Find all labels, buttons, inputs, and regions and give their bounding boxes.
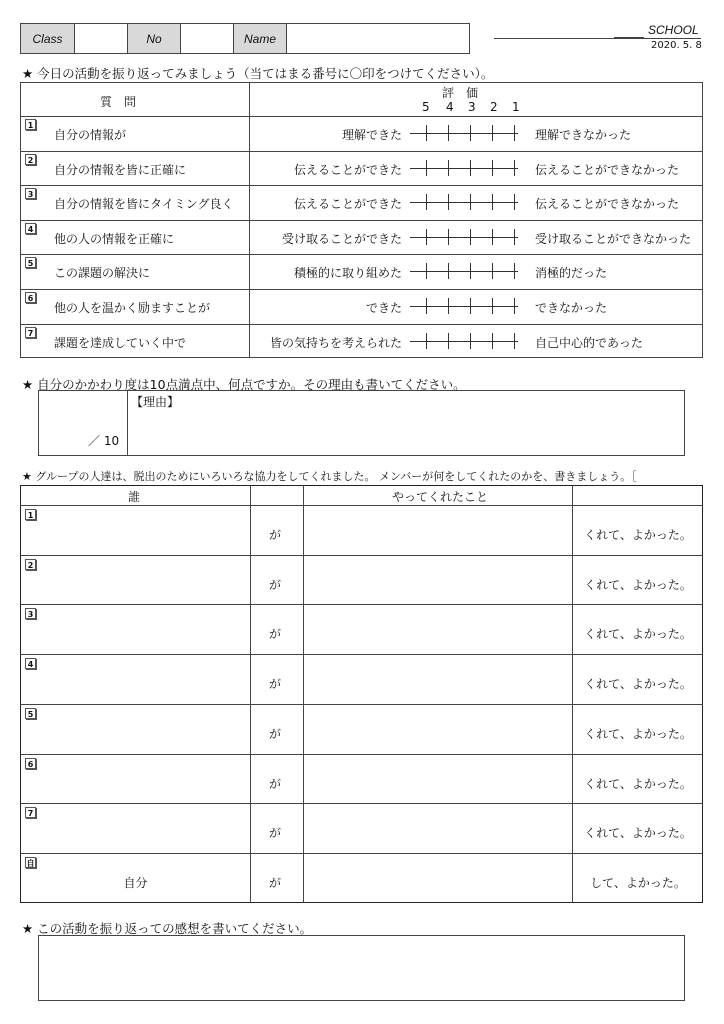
what-they-did-field[interactable] <box>304 655 571 703</box>
eval-row-rule <box>20 289 703 290</box>
rating-tick[interactable] <box>514 298 515 314</box>
rating-tick[interactable] <box>514 194 515 210</box>
rating-tick[interactable] <box>448 298 449 314</box>
col-question-header: 質 問 <box>100 95 137 109</box>
row-number-badge: 2 <box>25 154 36 165</box>
eval-header-rule <box>20 116 703 117</box>
rating-tick[interactable] <box>514 333 515 349</box>
row-number-badge: 5 <box>25 708 36 719</box>
what-they-did-field[interactable] <box>304 804 571 852</box>
positive-label: できた <box>365 301 402 315</box>
ga-particle: が <box>269 776 282 791</box>
eval-row-rule <box>20 220 703 221</box>
rating-tick[interactable] <box>492 160 493 176</box>
row-ending-text: して、よかった。 <box>590 875 686 890</box>
positive-label: 理解できた <box>341 128 402 142</box>
row-ending-text: くれて、よかった。 <box>584 577 692 592</box>
eval-row-rule <box>20 185 703 186</box>
school-label: SCHOOL <box>648 23 699 37</box>
negative-label: 受け取ることができなかった <box>535 231 692 246</box>
score-label: ／ 10 <box>88 434 120 448</box>
name-input[interactable] <box>286 23 470 54</box>
scale-number: 2 <box>490 100 498 114</box>
header-rule <box>494 38 701 39</box>
rating-tick[interactable] <box>426 160 427 176</box>
what-they-did-field[interactable] <box>304 705 571 753</box>
date: 2020. 5. 8 <box>651 40 702 51</box>
group-col-divider <box>250 485 251 903</box>
negative-label: 伝えることができなかった <box>535 162 680 177</box>
row-number-badge: 7 <box>25 807 36 818</box>
what-they-did-field[interactable] <box>304 755 571 803</box>
ga-particle: が <box>269 677 282 692</box>
section4-title: ★ この活動を振り返っての感想を書いてください。 <box>22 921 313 936</box>
row-ending-text: くれて、よかった。 <box>584 726 692 741</box>
what-they-did-field[interactable] <box>304 556 571 604</box>
scale-number: 4 <box>446 100 454 114</box>
rating-tick[interactable] <box>470 333 471 349</box>
row-ending-text: くれて、よかった。 <box>584 528 692 542</box>
row-number-badge: 2 <box>25 559 36 570</box>
rating-tick[interactable] <box>448 125 449 141</box>
question-text: 他の人を温かく励ますことが <box>54 301 211 315</box>
rating-scale[interactable] <box>410 298 518 314</box>
row-number-badge: 6 <box>25 758 36 769</box>
col-what-header: やってくれたこと <box>392 490 489 504</box>
row-number-badge: 5 <box>25 257 36 268</box>
row-number-badge: 1 <box>25 509 36 520</box>
row-number-badge: 6 <box>25 292 36 303</box>
row-number-badge: 3 <box>25 188 36 199</box>
no-input[interactable] <box>180 23 234 54</box>
question-text: 自分の情報を皆にタイミング良く <box>54 197 234 212</box>
row-number-badge: 1 <box>25 119 36 130</box>
ga-particle: が <box>269 577 282 592</box>
col-who-header: 誰 <box>128 490 141 504</box>
positive-label: 積極的に取り組めた <box>293 266 402 281</box>
rating-scale[interactable] <box>410 160 518 176</box>
rating-tick[interactable] <box>514 160 515 176</box>
rating-tick[interactable] <box>492 298 493 314</box>
ga-particle: が <box>269 726 282 741</box>
rating-tick[interactable] <box>426 229 427 245</box>
rating-tick[interactable] <box>426 125 427 141</box>
impression-box[interactable] <box>38 935 685 1001</box>
rating-tick[interactable] <box>426 333 427 349</box>
rating-tick[interactable] <box>448 333 449 349</box>
rating-scale[interactable] <box>410 194 518 210</box>
section3-title: ★ グループの人達は、脱出のためにいろいろな協力をしてくれました。 メンバーが何をしてくれたのかを、書きましょう。［ <box>22 470 637 483</box>
rating-tick[interactable] <box>514 263 515 279</box>
member-name-field[interactable]: 自分 <box>123 875 148 890</box>
rating-tick[interactable] <box>470 298 471 314</box>
question-text: 自分の情報が <box>54 128 127 142</box>
row-ending-text: くれて、よかった。 <box>584 826 692 841</box>
rating-tick[interactable] <box>448 194 449 210</box>
header-no-label: No <box>127 23 181 54</box>
negative-label: 理解できなかった <box>535 128 632 142</box>
row-number-badge: 7 <box>25 327 36 338</box>
rating-tick[interactable] <box>470 125 471 141</box>
rating-tick[interactable] <box>448 263 449 279</box>
rating-tick[interactable] <box>514 229 515 245</box>
rating-tick[interactable] <box>426 263 427 279</box>
eval-row-rule <box>20 324 703 325</box>
question-text: この課題の解決に <box>54 266 151 281</box>
rating-tick[interactable] <box>492 229 493 245</box>
header-class-label: Class <box>20 23 75 54</box>
header-name-label: Name <box>233 23 287 54</box>
ga-particle: が <box>269 627 282 642</box>
row-number-badge: 3 <box>25 608 36 619</box>
question-text: 自分の情報を皆に正確に <box>54 162 187 177</box>
rating-tick[interactable] <box>470 263 471 279</box>
scale-number: 3 <box>468 100 476 114</box>
row-ending-text: くれて、よかった。 <box>584 677 692 692</box>
rating-tick[interactable] <box>492 333 493 349</box>
rating-tick[interactable] <box>470 194 471 210</box>
eval-row-rule <box>20 254 703 255</box>
row-number-badge: 4 <box>25 658 36 669</box>
rating-tick[interactable] <box>492 263 493 279</box>
rating-tick[interactable] <box>426 194 427 210</box>
row-ending-text: くれて、よかった。 <box>584 627 692 642</box>
rating-tick[interactable] <box>470 160 471 176</box>
rating-scale[interactable] <box>410 263 518 279</box>
ga-particle: が <box>269 875 282 890</box>
ga-particle: が <box>269 528 282 542</box>
rating-scale[interactable] <box>410 229 518 245</box>
rating-tick[interactable] <box>470 229 471 245</box>
scale-number: 5 <box>422 100 430 114</box>
section1-title: ★ 今日の活動を振り返ってみましょう（当てはまる番号に〇印をつけてください）。 <box>22 66 494 81</box>
col-rating-header: 評 価 <box>442 86 479 100</box>
class-input[interactable] <box>74 23 128 54</box>
positive-label: 伝えることができた <box>293 162 402 177</box>
rating-tick[interactable] <box>448 229 449 245</box>
negative-label: 消極的だった <box>535 266 608 281</box>
what-they-did-field[interactable] <box>304 506 571 554</box>
negative-label: 自己中心的であった <box>535 335 643 350</box>
rating-tick[interactable] <box>426 298 427 314</box>
what-they-did-field[interactable] <box>304 605 571 653</box>
positive-label: 受け取ることができた <box>281 231 402 246</box>
what-they-did-field[interactable] <box>304 854 571 902</box>
rating-scale[interactable] <box>410 333 518 349</box>
rating-tick[interactable] <box>448 160 449 176</box>
ga-particle: が <box>269 826 282 841</box>
reason-label: 【理由】 <box>131 395 180 409</box>
question-text: 他の人の情報を正確に <box>54 231 175 246</box>
rating-tick[interactable] <box>492 194 493 210</box>
row-ending-text: くれて、よかった。 <box>584 776 692 791</box>
scale-number: 1 <box>512 100 520 114</box>
score-divider <box>127 390 128 456</box>
positive-label: 皆の気持ちを考えられた <box>269 335 402 350</box>
rating-tick[interactable] <box>514 125 515 141</box>
row-number-badge: 4 <box>25 223 36 234</box>
rating-scale[interactable] <box>410 125 518 141</box>
question-text: 課題を達成していく中で <box>54 335 187 350</box>
row-number-badge: 自 <box>26 858 35 868</box>
negative-label: できなかった <box>535 301 608 315</box>
eval-row-rule <box>20 151 703 152</box>
rating-tick[interactable] <box>492 125 493 141</box>
positive-label: 伝えることができた <box>293 197 402 212</box>
section2-title: ★ 自分のかかわり度は10点満点中、何点ですか。その理由も書いてください。 <box>22 377 466 392</box>
negative-label: 伝えることができなかった <box>535 197 680 212</box>
